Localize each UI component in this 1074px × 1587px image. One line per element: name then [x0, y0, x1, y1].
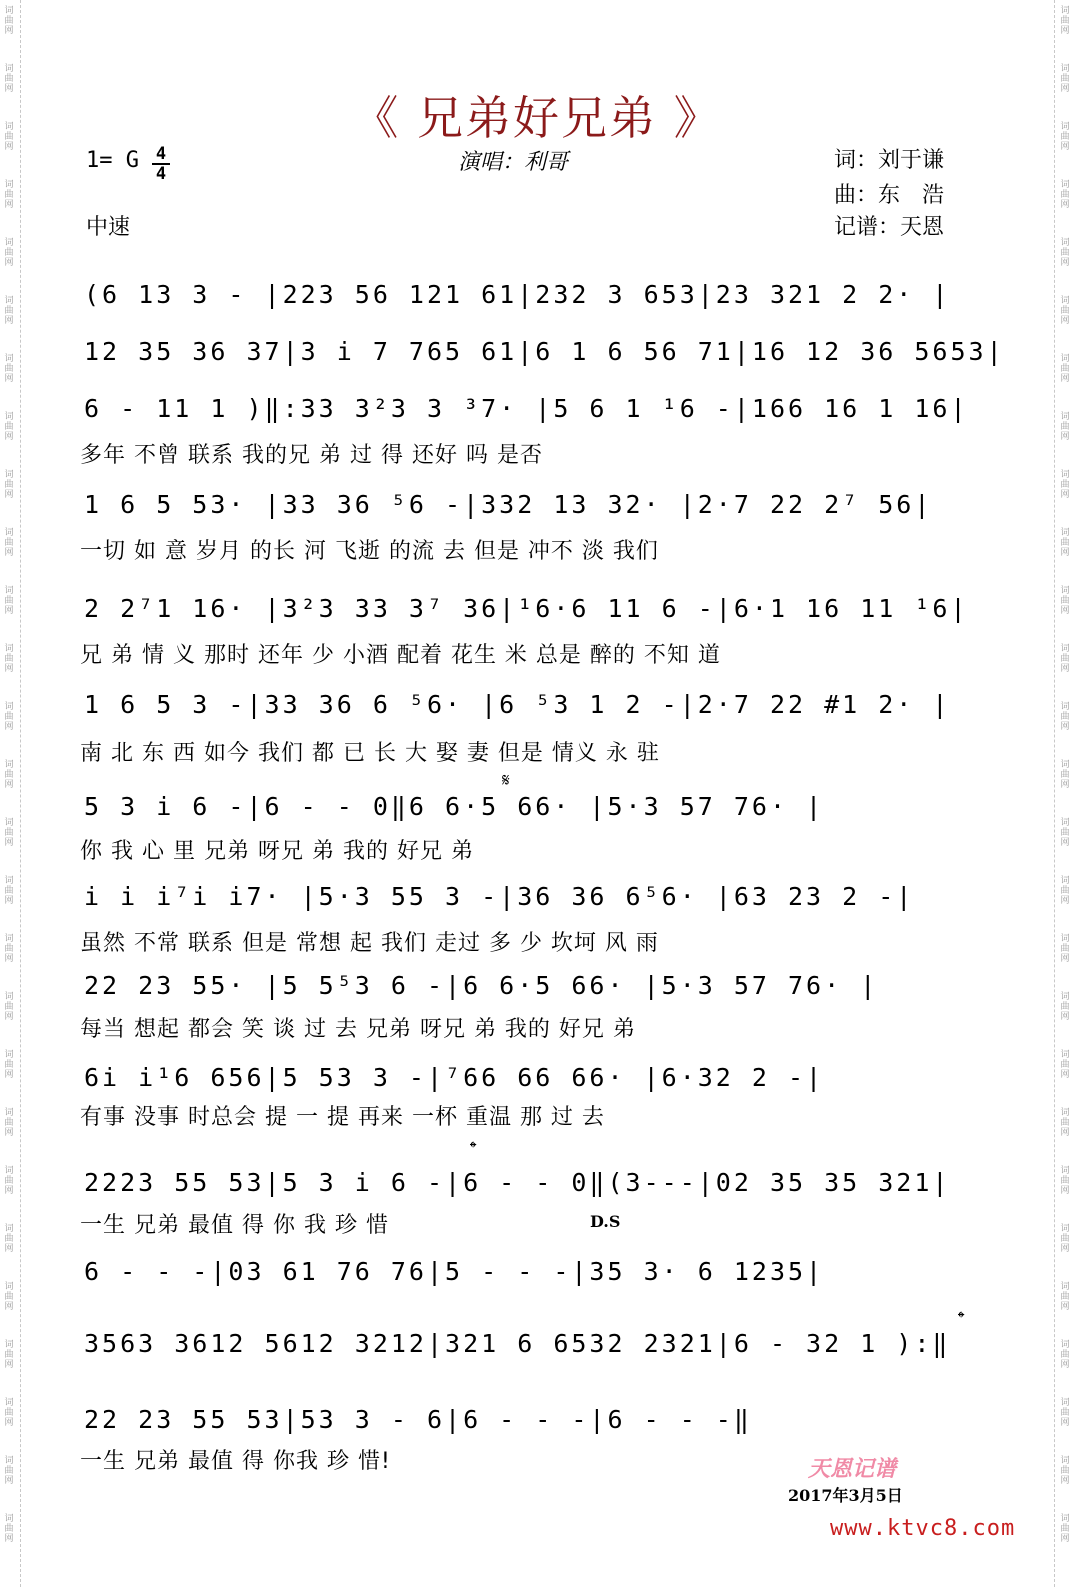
- left-dashed-border: [20, 0, 21, 1587]
- watermark-text: 词 曲 网: [1060, 818, 1070, 848]
- time-signature: [150, 145, 172, 183]
- watermark-text: 词 曲 网: [4, 528, 14, 558]
- watermark-text: 词 曲 网: [1060, 354, 1070, 384]
- notation-line: (6 13 3 - |223 56 121 61|232 3 653|23 321 2 2· |: [84, 280, 951, 309]
- notation-line: 2 2⁷1 16· |3²3 33 3⁷ 36|¹6·6 11 6 -|6·1 16 11 ¹6|: [84, 594, 969, 623]
- watermark-text: 词 曲 网: [4, 1340, 14, 1370]
- watermark-text: 词 曲 网: [1060, 1456, 1070, 1486]
- watermark-text: 词 曲 网: [4, 818, 14, 848]
- transcriber-stamp: 天恩记谱: [808, 1456, 897, 1482]
- watermark-text: 词 曲 网: [1060, 528, 1070, 558]
- watermark-text: 词 曲 网: [1060, 644, 1070, 674]
- watermark-text: 词 曲 网: [4, 238, 14, 268]
- time-signature-top: 4: [155, 144, 167, 164]
- website-watermark: www.ktvc8.com: [830, 1516, 1016, 1541]
- lyric-line: 有事 没事 时总会 提 一 提 再来 一杯 重温 那 过 去: [80, 1105, 605, 1130]
- lyric-line: 虽然 不常 联系 但是 常想 起 我们 走过 多 少 坎坷 风 雨: [80, 931, 659, 956]
- notation-line: 22 23 55 53|53 3 - 6|6 - - -|6 - - -‖: [84, 1405, 752, 1434]
- watermark-text: 词 曲 网: [1060, 412, 1070, 442]
- watermark-text: 词 曲 网: [4, 1514, 14, 1544]
- notation-line: 5 3 i 6 -|6 - - 0‖6 6·5 66· |5·3 57 76· |: [84, 792, 825, 821]
- watermark-text: 词 曲 网: [1060, 1340, 1070, 1370]
- lyric-line: 一生 兄弟 最值 得 你我 珍 惜!: [80, 1449, 391, 1474]
- watermark-text: 词 曲 网: [4, 180, 14, 210]
- watermark-text: 词 曲 网: [4, 1108, 14, 1138]
- watermark-text: 词 曲 网: [1060, 760, 1070, 790]
- watermark-text: 词 曲 网: [1060, 180, 1070, 210]
- lyric-line: 你 我 心 里 兄弟 呀兄 弟 我的 好兄 弟: [80, 839, 474, 864]
- composer-credit: 曲：东 浩: [834, 183, 945, 208]
- ds-marking: D.S: [590, 1212, 621, 1231]
- watermark-text: 词 曲 网: [4, 1050, 14, 1080]
- notation-line: 1 6 5 53· |33 36 ⁵6 -|332 13 32· |2·7 22 2⁷ 56|: [84, 490, 933, 519]
- watermark-text: 词 曲 网: [1060, 1282, 1070, 1312]
- watermark-text: 词 曲 网: [4, 1398, 14, 1428]
- watermark-text: 词 曲 网: [4, 1166, 14, 1196]
- time-signature-bottom: 4: [155, 164, 167, 184]
- watermark-text: 词 曲 网: [1060, 6, 1070, 36]
- watermark-text: 词 曲 网: [4, 760, 14, 790]
- watermark-text: 词 曲 网: [1060, 1514, 1070, 1544]
- watermark-text: 词 曲 网: [4, 6, 14, 36]
- watermark-text: 词 曲 网: [4, 876, 14, 906]
- watermark-text: 词 曲 网: [4, 1224, 14, 1254]
- transcriber-credit: 记谱：天恩: [834, 215, 945, 240]
- lyric-line: 一生 兄弟 最值 得 你 我 珍 惜: [80, 1213, 389, 1238]
- watermark-text: 词 曲 网: [4, 1456, 14, 1486]
- watermark-text: 词 曲 网: [1060, 1166, 1070, 1196]
- watermark-text: 词 曲 网: [1060, 992, 1070, 1022]
- lyric-line: 南 北 东 西 如今 我们 都 已 长 大 娶 妻 但是 情义 永 驻: [80, 741, 660, 766]
- watermark-text: 词 曲 网: [1060, 238, 1070, 268]
- watermark-text: 词 曲 网: [4, 702, 14, 732]
- transcription-date: 2017年3月5日: [788, 1486, 903, 1505]
- watermark-text: 词 曲 网: [1060, 1224, 1070, 1254]
- watermark-text: 词 曲 网: [1060, 470, 1070, 500]
- notation-line: 6 - - -|03 61 76 76|5 - - -|35 3· 6 1235|: [84, 1257, 825, 1286]
- watermark-text: 词 曲 网: [1060, 1398, 1070, 1428]
- watermark-text: 词 曲 网: [1060, 122, 1070, 152]
- lyric-line: 每当 想起 都会 笑 谈 过 去 兄弟 呀兄 弟 我的 好兄 弟: [80, 1017, 636, 1042]
- watermark-text: 词 曲 网: [1060, 1050, 1070, 1080]
- watermark-text: 词 曲 网: [1060, 934, 1070, 964]
- tempo-marking: 中速: [86, 215, 131, 240]
- watermark-text: 词 曲 网: [1060, 876, 1070, 906]
- notation-line: 6 - 11 1 )‖:33 3²3 3 ³7· |5 6 1 ¹6 -|166 16 1 16|: [84, 394, 969, 423]
- coda-sign-2: 𝄌: [958, 1308, 965, 1329]
- watermark-text: 词 曲 网: [4, 122, 14, 152]
- song-title: 《 兄弟好兄弟 》: [352, 91, 722, 145]
- watermark-text: 词 曲 网: [4, 644, 14, 674]
- watermark-text: 词 曲 网: [4, 934, 14, 964]
- watermark-text: 词 曲 网: [4, 470, 14, 500]
- watermark-text: 词 曲 网: [4, 412, 14, 442]
- lyric-line: 兄 弟 情 义 那时 还年 少 小酒 配着 花生 米 总是 醉的 不知 道: [80, 643, 721, 668]
- notation-line: 12 35 36 37|3 i 7 765 61|6 1 6 56 71|16 12 36 5653|: [84, 337, 1005, 366]
- notation-line: 1 6 5 3 -|33 36 6 ⁵6· |6 ⁵3 1 2 -|2·7 22 #1 2· |: [84, 690, 951, 719]
- lyric-line: 多年 不曾 联系 我的兄 弟 过 得 还好 吗 是否: [80, 443, 543, 468]
- watermark-text: 词 曲 网: [4, 354, 14, 384]
- watermark-text: 词 曲 网: [4, 1282, 14, 1312]
- notation-line: 22 23 55· |5 5⁵3 6 -|6 6·5 66· |5·3 57 76· |: [84, 971, 879, 1000]
- watermark-text: 词 曲 网: [1060, 702, 1070, 732]
- notation-line: 6i i¹6 656|5 53 3 -|⁷66 66 66· |6·32 2 -|: [84, 1063, 825, 1092]
- watermark-text: 词 曲 网: [1060, 296, 1070, 326]
- lyric-line: 一切 如 意 岁月 的长 河 飞逝 的流 去 但是 冲不 淡 我们: [80, 539, 659, 564]
- watermark-text: 词 曲 网: [4, 296, 14, 326]
- watermark-text: 词 曲 网: [1060, 64, 1070, 94]
- notation-line: i i i⁷i i7· |5·3 55 3 -|36 36 6⁵6· |63 23 2 -|: [84, 882, 915, 911]
- notation-line: 3563 3612 5612 3212|321 6 6532 2321|6 - 32 1 ):‖: [84, 1329, 951, 1358]
- watermark-text: 词 曲 网: [4, 586, 14, 616]
- key-signature: 1= G: [86, 148, 139, 173]
- notation-line: 2223 55 53|5 3 i 6 -|6 - - 0‖(3---|02 35 35 321|: [84, 1168, 951, 1197]
- watermark-text: 词 曲 网: [1060, 586, 1070, 616]
- singer-credit: 演唱：利哥: [458, 150, 569, 175]
- segno-sign: 𝄋: [502, 770, 510, 791]
- lyricist-credit: 词：刘于谦: [834, 148, 945, 173]
- watermark-text: 词 曲 网: [4, 64, 14, 94]
- watermark-text: 词 曲 网: [1060, 1108, 1070, 1138]
- coda-sign-1: 𝄌: [470, 1138, 477, 1159]
- right-dashed-border: [1054, 0, 1055, 1587]
- watermark-text: 词 曲 网: [4, 992, 14, 1022]
